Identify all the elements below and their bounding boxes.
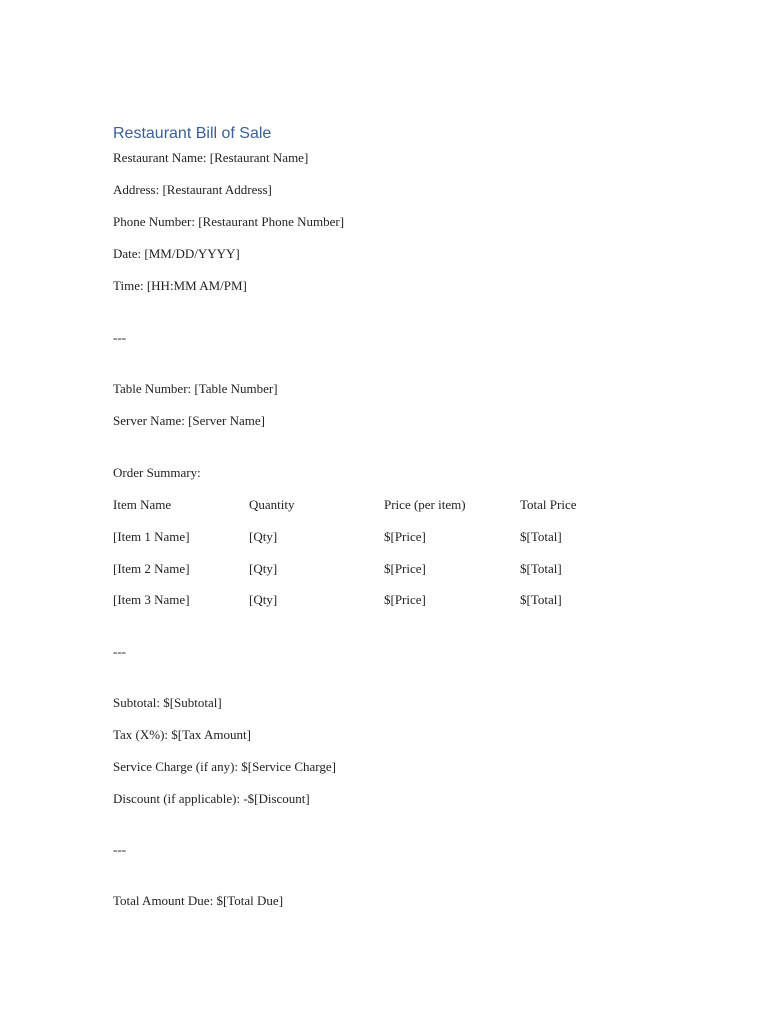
column-header-quantity: Quantity — [249, 497, 295, 512]
document-title: Restaurant Bill of Sale — [113, 125, 272, 142]
restaurant-name-line: Restaurant Name: [Restaurant Name] — [113, 150, 309, 165]
total-cell: $[Total] — [520, 592, 562, 607]
service-charge-line: Service Charge (if any): $[Service Charge] — [113, 759, 336, 774]
separator: --- — [113, 842, 126, 857]
address-line: Address: [Restaurant Address] — [113, 182, 272, 197]
discount-line: Discount (if applicable): -$[Discount] — [113, 791, 310, 806]
table-number-line: Table Number: [Table Number] — [113, 381, 278, 396]
column-header-item-name: Item Name — [113, 497, 172, 512]
price-cell: $[Price] — [384, 561, 426, 576]
date-line: Date: [MM/DD/YYYY] — [113, 246, 240, 261]
total-due-line: Total Amount Due: $[Total Due] — [113, 893, 284, 908]
column-header-price: Price (per item) — [384, 497, 466, 512]
total-cell: $[Total] — [520, 561, 562, 576]
quantity-cell: [Qty] — [249, 529, 278, 544]
tax-line: Tax (X%): $[Tax Amount] — [113, 727, 251, 742]
subtotal-line: Subtotal: $[Subtotal] — [113, 695, 222, 710]
separator: --- — [113, 330, 126, 345]
item-name-cell: [Item 1 Name] — [113, 529, 190, 544]
total-cell: $[Total] — [520, 529, 562, 544]
item-name-cell: [Item 2 Name] — [113, 561, 190, 576]
separator: --- — [113, 644, 126, 659]
column-header-total-price: Total Price — [520, 497, 577, 512]
price-cell: $[Price] — [384, 592, 426, 607]
quantity-cell: [Qty] — [249, 561, 278, 576]
price-cell: $[Price] — [384, 529, 426, 544]
time-line: Time: [HH:MM AM/PM] — [113, 278, 247, 293]
quantity-cell: [Qty] — [249, 592, 278, 607]
item-name-cell: [Item 3 Name] — [113, 592, 190, 607]
server-name-line: Server Name: [Server Name] — [113, 413, 265, 428]
phone-line: Phone Number: [Restaurant Phone Number] — [113, 214, 345, 229]
order-summary-heading: Order Summary: — [113, 465, 201, 480]
